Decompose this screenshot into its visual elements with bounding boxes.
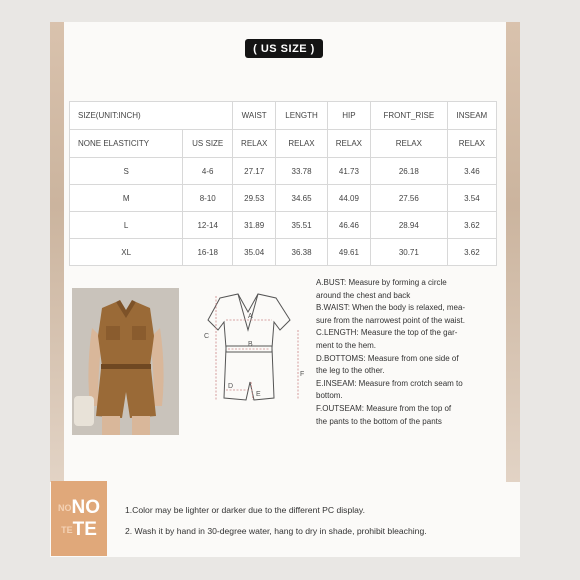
value-cell: 26.18 (370, 158, 447, 185)
column-header: WAIST (233, 102, 276, 130)
note-label-main: TE (72, 518, 97, 540)
fit-header: RELAX (233, 130, 276, 158)
table-corner-title (70, 102, 233, 130)
note-label-line-1 (58, 497, 100, 519)
note-label-box (51, 481, 107, 556)
sketch-label-b: B (248, 341, 253, 348)
background-photo-strip-right (506, 22, 520, 482)
us-size-badge: ( US SIZE ) (245, 39, 323, 58)
elasticity-label: NONE ELASTICITY (70, 130, 183, 158)
value-cell: 27.56 (370, 185, 447, 212)
note-label-ghost: NO (58, 502, 72, 513)
value-cell: 27.17 (233, 158, 276, 185)
unit-label: SIZE(UNIT:INCH) (78, 110, 141, 120)
column-header: LENGTH (276, 102, 328, 130)
value-cell: 29.53 (233, 185, 276, 212)
size-cell: M (70, 185, 183, 212)
us-size-header: US SIZE (183, 130, 233, 158)
care-note-line: 1.Color may be lighter or darker due to the different PC display. (125, 505, 365, 515)
table-row (70, 185, 497, 212)
sketch-label-f: F (300, 371, 305, 378)
sketch-label-a: A (248, 313, 253, 320)
value-cell: 34.65 (276, 185, 328, 212)
column-header: HIP (327, 102, 370, 130)
value-cell: 3.62 (447, 239, 496, 266)
instruction-line: the leg to the other. (316, 366, 385, 376)
value-cell: 49.61 (327, 239, 370, 266)
background-photo-strip-left (50, 22, 64, 482)
instruction-line: B.WAIST: When the body is relaxed, mea- (316, 303, 466, 313)
us-size-cell: 12-14 (183, 212, 233, 239)
fit-header: RELAX (276, 130, 328, 158)
value-cell: 3.62 (447, 212, 496, 239)
sketch-label-c: C (204, 333, 210, 340)
value-cell: 35.04 (233, 239, 276, 266)
column-header: INSEAM (447, 102, 496, 130)
instruction-line: F.OUTSEAM: Measure from the top of (316, 403, 452, 413)
value-cell: 44.09 (327, 185, 370, 212)
value-cell: 28.94 (370, 212, 447, 239)
us-size-cell: 8-10 (183, 185, 233, 212)
value-cell: 36.38 (276, 239, 328, 266)
column-header: FRONT_RISE (370, 102, 447, 130)
product-photo (72, 288, 179, 435)
note-label-ghost: TE (61, 524, 73, 535)
instruction-line: ment to the hem. (316, 340, 377, 350)
instruction-line: C.LENGTH: Measure the top of the gar- (316, 328, 458, 338)
romper-measurement-diagram (190, 290, 310, 430)
size-cell: XL (70, 239, 183, 266)
instruction-line: D.BOTTOMS: Measure from one side of (316, 353, 459, 363)
size-cell: S (70, 158, 183, 185)
value-cell: 30.71 (370, 239, 447, 266)
sketch-label-e: E (256, 391, 261, 398)
note-label-main: NO (71, 496, 100, 518)
value-cell: 46.46 (327, 212, 370, 239)
fit-header: RELAX (370, 130, 447, 158)
fit-header: RELAX (447, 130, 496, 158)
size-cell: L (70, 212, 183, 239)
sketch-label-d: D (228, 383, 234, 390)
value-cell: 33.78 (276, 158, 328, 185)
instruction-line: A.BUST: Measure by forming a circle (316, 278, 447, 287)
romper-model-illustration (72, 288, 179, 435)
table-header-row (70, 102, 497, 130)
instruction-line: around the chest and back (316, 290, 411, 300)
care-notes (125, 500, 427, 542)
size-table (69, 101, 497, 266)
value-cell: 35.51 (276, 212, 328, 239)
measurement-instructions (316, 277, 506, 428)
table-row (70, 212, 497, 239)
instruction-line: E.INSEAM: Measure from crotch seam to (316, 378, 463, 388)
care-note-line: 2. Wash it by hand in 30-degree water, hang to dry in shade, prohibit bleaching. (125, 526, 427, 536)
table-row (70, 158, 497, 185)
value-cell: 31.89 (233, 212, 276, 239)
us-size-cell: 16-18 (183, 239, 233, 266)
value-cell: 3.46 (447, 158, 496, 185)
note-label-line-2 (61, 519, 97, 541)
table-row (70, 239, 497, 266)
value-cell: 3.54 (447, 185, 496, 212)
us-size-cell: 4-6 (183, 158, 233, 185)
instruction-line: sure from the narrowest point of the waist. (316, 315, 465, 325)
instruction-line: the pants to the bottom of the pants (316, 416, 442, 426)
fit-header: RELAX (327, 130, 370, 158)
value-cell: 41.73 (327, 158, 370, 185)
table-subheader-row (70, 130, 497, 158)
instruction-line: bottom. (316, 391, 343, 401)
